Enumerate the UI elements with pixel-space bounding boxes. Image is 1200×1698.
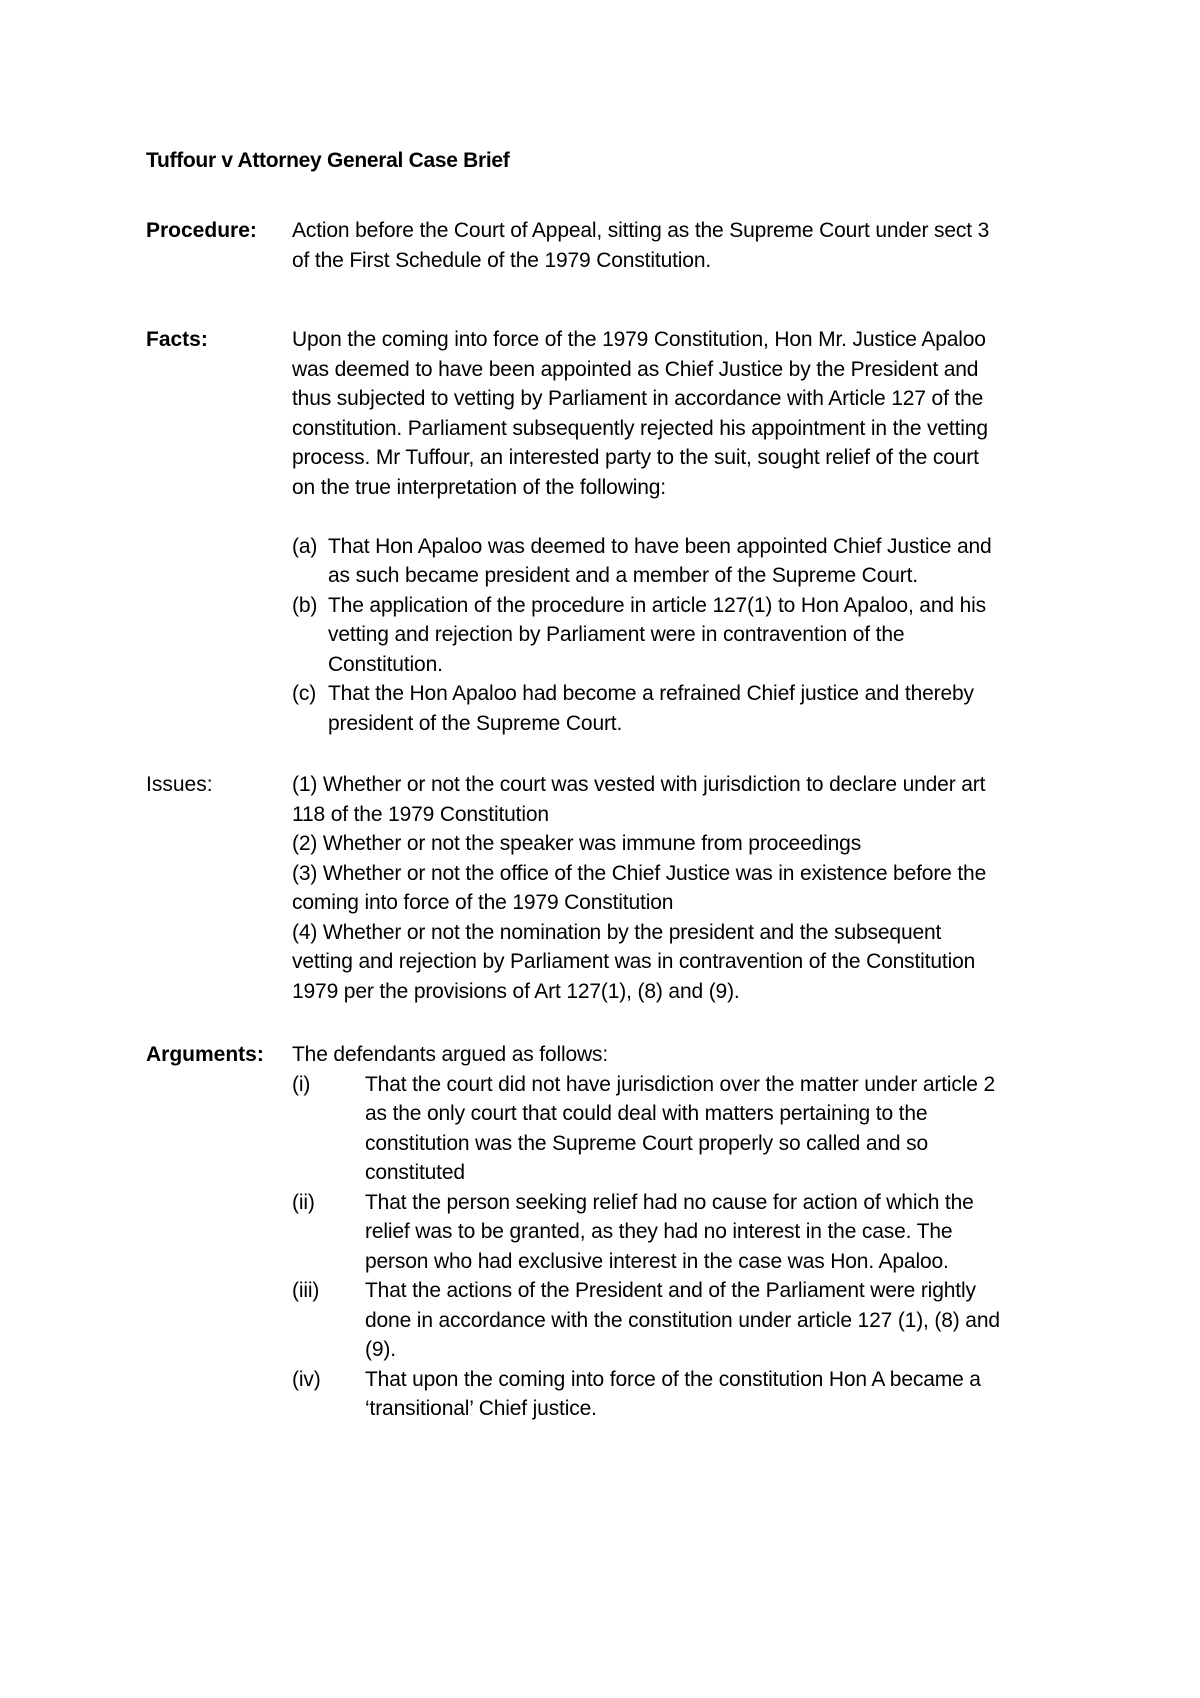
list-item [292,591,1200,680]
list-marker: (c) [292,682,317,705]
text-line: relief was to be granted, as they had no interest in the case. The [365,1220,953,1243]
list-item [292,1188,1200,1277]
list-marker: (ii) [292,1190,315,1214]
list-marker: (i) [292,1072,311,1096]
text-line: 1979 per the provisions of Art 127(1), (8) and (9). [292,979,740,1003]
text-line: done in accordance with the constitution under article 127 (1), (8) and [365,1308,1000,1332]
text-line: That the court did not have jurisdiction over the matter under article 2 [365,1072,996,1096]
text-line: constitution was the Supreme Court properly so called and so [365,1131,928,1155]
document-title: Tuffour v Attorney General Case Brief [146,149,510,172]
text-line: Action before the Court of Appeal, sitting as the Supreme Court under sect 3 [292,219,990,242]
list-item [292,1276,1200,1365]
list-item [292,679,1200,738]
arguments-list [292,1070,1200,1424]
procedure-label: Procedure: [146,219,257,242]
text-line: constitution. Parliament subsequently rejected his appointment in the vetting [292,416,988,440]
text-line: thus subjected to vetting by Parliament in accordance with Article 127 of the [292,387,984,410]
text-line: That the actions of the President and of the Parliament were rightly [365,1279,976,1302]
text-line: of the First Schedule of the 1979 Constitution. [292,248,712,272]
facts-list [292,532,1200,739]
list-marker: (b) [292,593,318,617]
text-line: (3) Whether or not the office of the Chief Justice was in existence before the [292,861,987,885]
text-line: on the true interpretation of the following: [292,475,666,499]
text-line: as the only court that could deal with matters pertaining to the [365,1102,928,1125]
issues-text [292,770,1200,1006]
list-item [292,532,1200,591]
arguments-intro: The defendants argued as follows: [292,1043,609,1066]
text-line: constituted [365,1161,465,1184]
text-line: president of the Supreme Court. [328,711,623,735]
facts-label: Facts: [146,328,208,351]
issues-label: Issues: [146,773,213,796]
text-line: 118 of the 1979 Constitution [292,802,549,826]
text-line: (9). [365,1338,396,1361]
list-item [292,1070,1200,1188]
procedure-text [292,216,1200,275]
text-line: That the person seeking relief had no cause for action of which the [365,1190,974,1214]
text-line: Constitution. [328,652,443,676]
text-line: That Hon Apaloo was deemed to have been appointed Chief Justice and [328,534,992,558]
facts-text [292,325,1200,738]
text-line: That upon the coming into force of the constitution Hon A became a [365,1367,981,1391]
text-line: That the Hon Apaloo had become a refrained Chief justice and thereby [328,682,974,705]
arguments-label: Arguments: [146,1043,264,1066]
text-line: as such became president and a member of the Supreme Court. [328,564,918,587]
text-line: vetting and rejection by Parliament was in contravention of the Constitution [292,950,976,973]
text-line: person who had exclusive interest in the case was Hon. Apaloo. [365,1249,949,1273]
list-item [292,1365,1200,1424]
text-line: (4) Whether or not the nomination by the president and the subsequent [292,920,942,944]
text-line: was deemed to have been appointed as Chief Justice by the President and [292,357,979,381]
text-line: (1) Whether or not the court was vested with jurisdiction to declare under art [292,773,986,796]
arguments-text [292,1040,1200,1424]
text-line: ‘transitional’ Chief justice. [365,1397,597,1420]
text-line: (2) Whether or not the speaker was immune from proceedings [292,832,862,855]
list-marker: (iv) [292,1367,321,1391]
text-line: process. Mr Tuffour, an interested party to the suit, sought relief of the court [292,446,979,469]
text-line: Upon the coming into force of the 1979 Constitution, Hon Mr. Justice Apaloo [292,328,986,351]
list-marker: (iii) [292,1279,320,1302]
text-line: coming into force of the 1979 Constitution [292,891,674,914]
text-line: The application of the procedure in article 127(1) to Hon Apaloo, and his [328,593,986,617]
list-marker: (a) [292,534,318,558]
text-line: vetting and rejection by Parliament were in contravention of the [328,623,905,646]
